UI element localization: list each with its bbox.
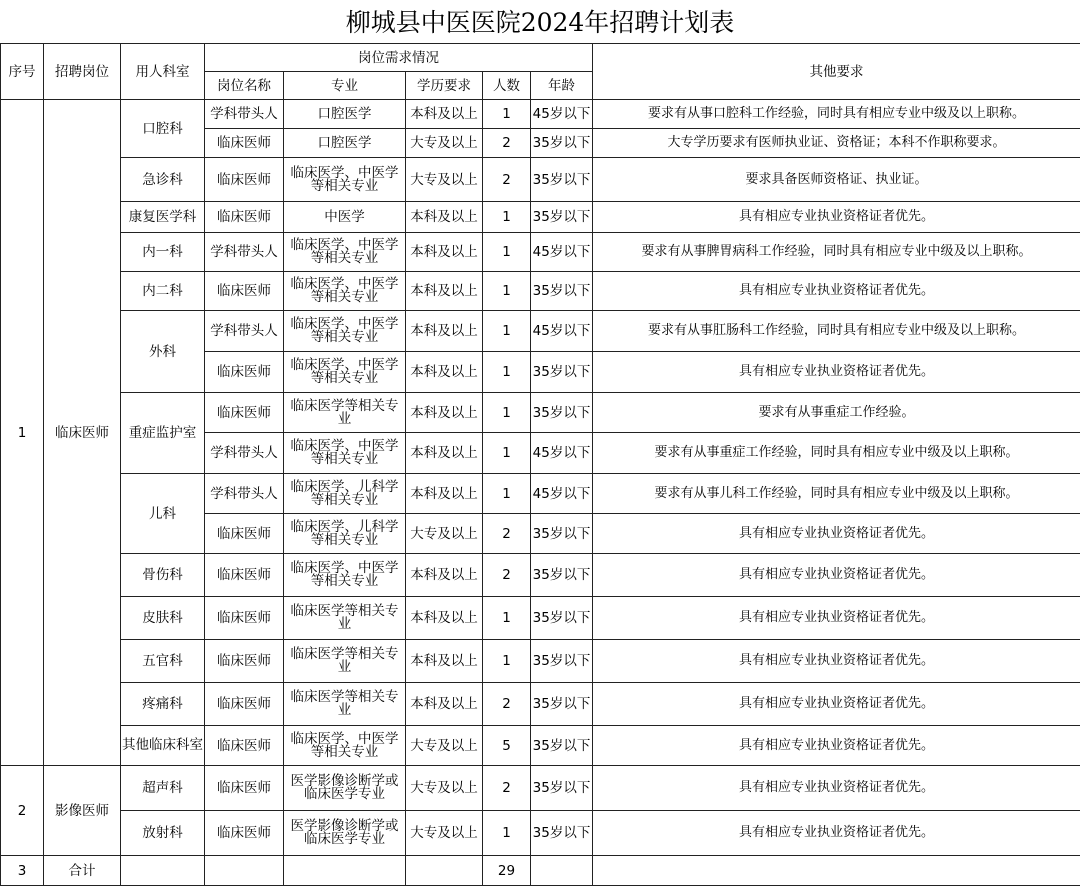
job-cell: 学科带头人 xyxy=(205,433,284,474)
count-cell: 1 xyxy=(483,100,531,129)
empty-cell xyxy=(531,856,593,886)
edu-cell: 本科及以上 xyxy=(406,433,483,474)
age-cell: 35岁以下 xyxy=(531,514,593,554)
age-cell: 45岁以下 xyxy=(531,233,593,272)
edu-cell: 本科及以上 xyxy=(406,100,483,129)
major-cell: 临床医学、中医学等相关专业 xyxy=(284,158,406,202)
job-cell: 临床医师 xyxy=(205,811,284,856)
job-cell: 临床医师 xyxy=(205,158,284,202)
edu-cell: 大专及以上 xyxy=(406,726,483,766)
dept-cell: 骨伤科 xyxy=(121,554,205,597)
other-cell: 具有相应专业执业资格证者优先。 xyxy=(593,726,1080,766)
recruitment-table xyxy=(0,43,1080,886)
header-edu: 学历要求 xyxy=(406,72,483,100)
major-cell: 口腔医学 xyxy=(284,129,406,158)
other-cell: 要求有从事重症工作经验。 xyxy=(593,393,1080,433)
dept-cell: 内二科 xyxy=(121,272,205,311)
age-cell: 35岁以下 xyxy=(531,683,593,726)
dept-cell: 五官科 xyxy=(121,640,205,683)
other-cell: 具有相应专业执业资格证者优先。 xyxy=(593,352,1080,393)
dept-cell: 疼痛科 xyxy=(121,683,205,726)
job-cell: 临床医师 xyxy=(205,129,284,158)
job-cell: 临床医师 xyxy=(205,726,284,766)
edu-cell: 本科及以上 xyxy=(406,554,483,597)
empty-cell xyxy=(121,856,205,886)
edu-cell: 本科及以上 xyxy=(406,202,483,233)
count-cell: 1 xyxy=(483,597,531,640)
age-cell: 35岁以下 xyxy=(531,129,593,158)
dept-cell: 皮肤科 xyxy=(121,597,205,640)
major-cell: 临床医学等相关专业 xyxy=(284,683,406,726)
job-cell: 临床医师 xyxy=(205,554,284,597)
count-cell: 2 xyxy=(483,683,531,726)
header-dept: 用人科室 xyxy=(121,44,205,100)
dept-cell: 重症监护室 xyxy=(121,393,205,474)
group-seq: 1 xyxy=(1,100,44,766)
other-cell: 要求有从事肛肠科工作经验，同时具有相应专业中级及以上职称。 xyxy=(593,311,1080,352)
dept-cell: 口腔科 xyxy=(121,100,205,158)
count-cell: 1 xyxy=(483,474,531,514)
count-cell: 2 xyxy=(483,514,531,554)
count-cell: 2 xyxy=(483,129,531,158)
count-cell: 1 xyxy=(483,233,531,272)
major-cell: 临床医学、中医学等相关专业 xyxy=(284,554,406,597)
other-cell: 具有相应专业执业资格证者优先。 xyxy=(593,272,1080,311)
count-cell: 1 xyxy=(483,393,531,433)
other-cell: 要求有从事脾胃病科工作经验，同时具有相应专业中级及以上职称。 xyxy=(593,233,1080,272)
job-cell: 临床医师 xyxy=(205,766,284,811)
other-cell: 要求有从事儿科工作经验，同时具有相应专业中级及以上职称。 xyxy=(593,474,1080,514)
job-cell: 临床医师 xyxy=(205,202,284,233)
other-cell: 具有相应专业执业资格证者优先。 xyxy=(593,202,1080,233)
other-cell: 具有相应专业执业资格证者优先。 xyxy=(593,597,1080,640)
edu-cell: 大专及以上 xyxy=(406,766,483,811)
empty-cell xyxy=(593,856,1080,886)
age-cell: 35岁以下 xyxy=(531,766,593,811)
job-cell: 学科带头人 xyxy=(205,233,284,272)
edu-cell: 大专及以上 xyxy=(406,514,483,554)
header-other: 其他要求 xyxy=(593,44,1080,100)
major-cell: 临床医学、儿科学等相关专业 xyxy=(284,514,406,554)
dept-cell: 内一科 xyxy=(121,233,205,272)
dept-cell: 外科 xyxy=(121,311,205,393)
age-cell: 35岁以下 xyxy=(531,272,593,311)
edu-cell: 本科及以上 xyxy=(406,597,483,640)
age-cell: 45岁以下 xyxy=(531,433,593,474)
age-cell: 45岁以下 xyxy=(531,100,593,129)
edu-cell: 大专及以上 xyxy=(406,129,483,158)
header-count: 人数 xyxy=(483,72,531,100)
edu-cell: 本科及以上 xyxy=(406,474,483,514)
header-job: 岗位名称 xyxy=(205,72,284,100)
count-cell: 1 xyxy=(483,202,531,233)
other-cell: 具有相应专业执业资格证者优先。 xyxy=(593,554,1080,597)
count-cell: 2 xyxy=(483,766,531,811)
page-title: 柳城县中医医院2024年招聘计划表 xyxy=(345,8,735,37)
group-position: 临床医师 xyxy=(44,100,121,766)
age-cell: 35岁以下 xyxy=(531,202,593,233)
other-cell: 要求有从事重症工作经验，同时具有相应专业中级及以上职称。 xyxy=(593,433,1080,474)
job-cell: 临床医师 xyxy=(205,393,284,433)
empty-cell xyxy=(284,856,406,886)
total-seq: 3 xyxy=(1,856,44,886)
edu-cell: 本科及以上 xyxy=(406,272,483,311)
major-cell: 临床医学、中医学等相关专业 xyxy=(284,233,406,272)
major-cell: 医学影像诊断学或临床医学专业 xyxy=(284,766,406,811)
edu-cell: 大专及以上 xyxy=(406,811,483,856)
dept-cell: 放射科 xyxy=(121,811,205,856)
major-cell: 医学影像诊断学或临床医学专业 xyxy=(284,811,406,856)
count-cell: 1 xyxy=(483,352,531,393)
header-major: 专业 xyxy=(284,72,406,100)
empty-cell xyxy=(406,856,483,886)
major-cell: 临床医学等相关专业 xyxy=(284,393,406,433)
edu-cell: 本科及以上 xyxy=(406,311,483,352)
age-cell: 35岁以下 xyxy=(531,158,593,202)
age-cell: 35岁以下 xyxy=(531,352,593,393)
edu-cell: 本科及以上 xyxy=(406,640,483,683)
group-position: 影像医师 xyxy=(44,766,121,856)
dept-cell: 康复医学科 xyxy=(121,202,205,233)
age-cell: 35岁以下 xyxy=(531,811,593,856)
major-cell: 临床医学、中医学等相关专业 xyxy=(284,726,406,766)
edu-cell: 本科及以上 xyxy=(406,393,483,433)
count-cell: 1 xyxy=(483,811,531,856)
age-cell: 35岁以下 xyxy=(531,554,593,597)
major-cell: 临床医学、中医学等相关专业 xyxy=(284,311,406,352)
dept-cell: 其他临床科室 xyxy=(121,726,205,766)
major-cell: 临床医学、中医学等相关专业 xyxy=(284,272,406,311)
count-cell: 1 xyxy=(483,433,531,474)
edu-cell: 本科及以上 xyxy=(406,233,483,272)
count-cell: 2 xyxy=(483,158,531,202)
age-cell: 45岁以下 xyxy=(531,474,593,514)
count-cell: 1 xyxy=(483,640,531,683)
major-cell: 临床医学、中医学等相关专业 xyxy=(284,352,406,393)
age-cell: 35岁以下 xyxy=(531,393,593,433)
major-cell: 临床医学、中医学等相关专业 xyxy=(284,433,406,474)
edu-cell: 本科及以上 xyxy=(406,352,483,393)
age-cell: 35岁以下 xyxy=(531,726,593,766)
total-label: 合计 xyxy=(44,856,121,886)
header-seq: 序号 xyxy=(1,44,44,100)
major-cell: 临床医学、儿科学等相关专业 xyxy=(284,474,406,514)
count-cell: 5 xyxy=(483,726,531,766)
other-cell: 具有相应专业执业资格证者优先。 xyxy=(593,683,1080,726)
major-cell: 临床医学等相关专业 xyxy=(284,597,406,640)
job-cell: 学科带头人 xyxy=(205,311,284,352)
major-cell: 口腔医学 xyxy=(284,100,406,129)
header-age: 年龄 xyxy=(531,72,593,100)
dept-cell: 超声科 xyxy=(121,766,205,811)
dept-cell: 急诊科 xyxy=(121,158,205,202)
major-cell: 临床医学等相关专业 xyxy=(284,640,406,683)
total-count: 29 xyxy=(483,856,531,886)
other-cell: 具有相应专业执业资格证者优先。 xyxy=(593,640,1080,683)
header-demand: 岗位需求情况 xyxy=(205,44,593,72)
group-seq: 2 xyxy=(1,766,44,856)
empty-cell xyxy=(205,856,284,886)
count-cell: 1 xyxy=(483,272,531,311)
other-cell: 具有相应专业执业资格证者优先。 xyxy=(593,514,1080,554)
job-cell: 学科带头人 xyxy=(205,100,284,129)
job-cell: 学科带头人 xyxy=(205,474,284,514)
major-cell: 中医学 xyxy=(284,202,406,233)
age-cell: 35岁以下 xyxy=(531,597,593,640)
other-cell: 具有相应专业执业资格证者优先。 xyxy=(593,811,1080,856)
edu-cell: 本科及以上 xyxy=(406,683,483,726)
job-cell: 临床医师 xyxy=(205,514,284,554)
other-cell: 要求具备医师资格证、执业证。 xyxy=(593,158,1080,202)
job-cell: 临床医师 xyxy=(205,640,284,683)
header-position: 招聘岗位 xyxy=(44,44,121,100)
other-cell: 具有相应专业执业资格证者优先。 xyxy=(593,766,1080,811)
job-cell: 临床医师 xyxy=(205,597,284,640)
age-cell: 35岁以下 xyxy=(531,640,593,683)
other-cell: 大专学历要求有医师执业证、资格证；本科不作职称要求。 xyxy=(593,129,1080,158)
count-cell: 1 xyxy=(483,311,531,352)
job-cell: 临床医师 xyxy=(205,683,284,726)
edu-cell: 大专及以上 xyxy=(406,158,483,202)
dept-cell: 儿科 xyxy=(121,474,205,554)
other-cell: 要求有从事口腔科工作经验，同时具有相应专业中级及以上职称。 xyxy=(593,100,1080,129)
age-cell: 45岁以下 xyxy=(531,311,593,352)
count-cell: 2 xyxy=(483,554,531,597)
job-cell: 临床医师 xyxy=(205,352,284,393)
job-cell: 临床医师 xyxy=(205,272,284,311)
